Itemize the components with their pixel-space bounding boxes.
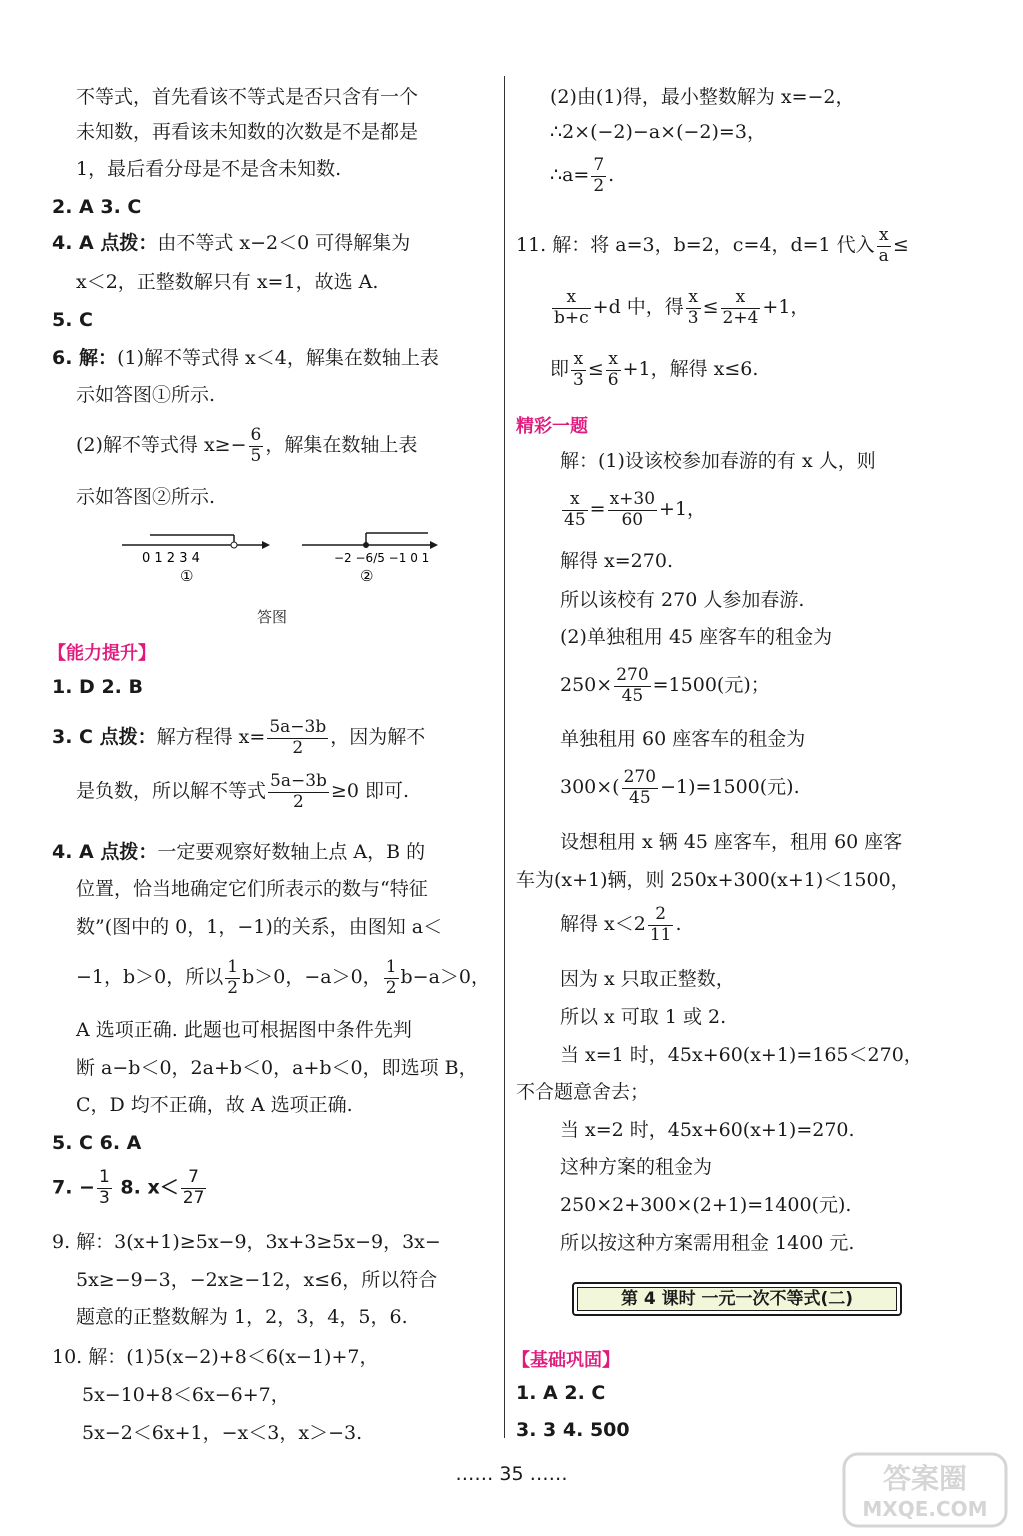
text: ，因为解不	[330, 726, 426, 749]
text-line: 设想租用 x 辆 45 座客车，租用 60 座客	[560, 831, 903, 853]
text-line: 这种方案的租金为	[560, 1156, 713, 1178]
numerator: 1	[227, 957, 239, 977]
text: 解方程得 x=	[156, 726, 266, 749]
figure-label: ②	[360, 567, 374, 585]
svg-text:MXQE.COM: MXQE.COM	[862, 1497, 988, 1521]
text: ≤	[702, 296, 719, 319]
text: 是负数，所以解不等式	[76, 780, 267, 803]
text-line: 示如答图②所示.	[76, 486, 216, 508]
fraction	[384, 958, 399, 998]
text: =	[589, 498, 606, 521]
denominator: 2	[227, 977, 239, 998]
fraction	[181, 1168, 207, 1208]
text-line: 250×2+300×(2+1)=1400(元).	[560, 1194, 852, 1216]
denominator: 3	[687, 307, 699, 328]
fraction	[225, 958, 240, 998]
text-line: ∴2×(−2)−a×(−2)=3，	[550, 121, 766, 143]
text-line: 所以 x 可取 1 或 2.	[560, 1006, 727, 1028]
numerator: 270	[616, 665, 649, 685]
text-line	[550, 156, 614, 196]
text-line: 5x−2＜6x+1，−x＜3，x＞−3.	[82, 1422, 363, 1444]
numerator: 1	[385, 957, 397, 977]
denominator: 2	[292, 737, 304, 758]
fraction	[591, 156, 606, 196]
text-line: 解得 x=270.	[560, 550, 673, 572]
text-line: 未知数，再看该未知数的次数是不是都是	[76, 121, 419, 143]
text: b−a＞0，	[400, 966, 491, 989]
answer-line: 5. C	[52, 309, 93, 331]
text: 即	[550, 358, 570, 381]
text-line: 1，最后看分母是不是含未知数.	[76, 158, 342, 180]
number-line-figures	[122, 518, 442, 588]
text-line: 当 x=1 时，45x+60(x+1)=165＜270，	[560, 1044, 923, 1066]
fraction	[97, 1168, 112, 1208]
text: −1，b＞0，所以	[76, 966, 224, 989]
text-line: 题意的正整数解为 1，2，3，4，5，6.	[76, 1306, 408, 1328]
denominator: 45	[564, 509, 586, 530]
denominator: a	[878, 245, 889, 266]
numerator: 5a−3b	[270, 771, 327, 791]
fraction	[571, 350, 586, 390]
page-number: …… 35 ……	[455, 1463, 568, 1485]
text-line: 示如答图①所示.	[76, 384, 216, 406]
text-line: 所以该校有 270 人参加春游.	[560, 589, 805, 611]
text-line	[76, 772, 409, 812]
fraction	[267, 718, 328, 758]
text-line: 不合题意舍去；	[516, 1081, 650, 1103]
text: +1，	[762, 296, 810, 319]
text: b＞0，−a＞0，	[242, 966, 382, 989]
numerator: 2	[648, 905, 674, 926]
text: ≤	[587, 358, 604, 381]
text: 7. −	[52, 1176, 95, 1199]
text-line: (2)单独租用 45 座客车的租金为	[560, 626, 833, 648]
answer-line: 5. C 6. A	[52, 1132, 142, 1154]
fraction	[249, 426, 264, 466]
text: ≤	[892, 234, 909, 257]
fraction	[614, 666, 650, 706]
numerator: 5a−3b	[269, 717, 327, 737]
numerator: x	[552, 288, 591, 309]
denominator: 5	[250, 445, 262, 466]
numerator: x	[571, 350, 586, 371]
text-line: 数”(图中的 0，1，−1)的关系，由图知 a＜	[76, 916, 443, 938]
lesson-title: 第 4 课时 一元一次不等式(二)	[577, 1287, 897, 1311]
numerator: x	[721, 288, 761, 309]
text-line: 5x≥−9−3，−2x≥−12，x≤6，所以符合	[76, 1269, 438, 1291]
text: +1，解得 x≤6.	[622, 358, 759, 381]
text: .	[675, 913, 682, 936]
answer-key: 4. A 点拨：	[52, 841, 158, 863]
answer-line	[52, 718, 425, 758]
text-line	[550, 350, 758, 390]
answer-line	[516, 226, 909, 266]
answer-line: 1. A 2. C	[516, 1382, 606, 1404]
text-line: 不等式，首先看该不等式是否只含有一个	[76, 86, 419, 108]
numerator: 1	[98, 1167, 110, 1187]
section-heading-excellent: 精彩一题	[516, 416, 588, 437]
answer-text: (1)解不等式得 x＜4，解集在数轴上表	[117, 347, 439, 369]
denominator: 45	[629, 787, 651, 808]
denominator: 60	[621, 509, 644, 530]
text-line	[560, 490, 706, 530]
denominator: 11	[649, 924, 672, 945]
tick-labels: 0 1 2 3 4	[142, 551, 200, 566]
text-line: (2)由(1)得，最小整数解为 x=−2，	[550, 86, 855, 108]
fraction	[648, 905, 674, 945]
text-line	[76, 426, 417, 466]
text-line: A 选项正确. 此题也可根据图中条件先判	[76, 1019, 412, 1041]
denominator: 3	[573, 369, 584, 390]
text-line	[560, 666, 770, 706]
answer-line	[52, 843, 425, 862]
answer-key: 6. 解：	[52, 347, 118, 369]
fraction	[268, 772, 329, 812]
figure-caption: 答图	[257, 608, 288, 626]
text-line: 车为(x+1)辆，则 250x+300(x+1)＜1500，	[516, 869, 910, 891]
text: 11. 解：将 a=3，b=2，c=4，d=1 代入	[516, 234, 875, 257]
denominator: 45	[621, 685, 644, 706]
text: 300×(	[560, 776, 620, 799]
svg-text:答案圈: 答案圈	[882, 1462, 968, 1495]
answer-line: 10. 解：(1)5(x−2)+8＜6(x−1)+7，	[52, 1346, 379, 1368]
answer-line	[52, 349, 439, 368]
section-heading-ability: 【能力提升】	[48, 643, 156, 664]
fraction	[622, 768, 658, 808]
answer-line: 2. A 3. C	[52, 196, 142, 218]
fraction	[721, 288, 761, 328]
text-line: 当 x=2 时，45x+60(x+1)=270.	[560, 1119, 855, 1141]
fraction	[552, 288, 591, 328]
text-line: x＜2，正整数解只有 x=1，故选 A.	[76, 271, 379, 293]
tick-labels: −2 −6/5 −1 0 1	[334, 551, 430, 565]
text: =1500(元)；	[652, 674, 770, 697]
text-line	[560, 905, 682, 945]
numerator: x	[877, 226, 891, 247]
denominator: b+c	[554, 307, 589, 328]
denominator: 2	[593, 175, 605, 196]
text: 250×	[560, 674, 613, 697]
numerator: 7	[181, 1168, 207, 1189]
text-line: 单独租用 60 座客车的租金为	[560, 728, 806, 750]
text-line: 断 a−b＜0，2a+b＜0，a+b＜0，即选项 B，	[76, 1057, 478, 1079]
text-line	[76, 958, 490, 998]
text: 解得 x＜2	[560, 913, 646, 936]
fraction	[877, 226, 891, 266]
number-line-2	[302, 533, 438, 585]
section-heading-basic: 【基础巩固】	[512, 1350, 620, 1371]
fraction	[608, 490, 657, 530]
numerator: 270	[623, 767, 657, 787]
denominator: 2	[385, 977, 397, 998]
denominator: 6	[607, 369, 619, 390]
text: ∴a=	[550, 164, 590, 187]
numerator: 7	[593, 155, 605, 175]
answer-line: 1. D 2. B	[52, 676, 143, 698]
text-line: 所以按这种方案需用租金 1400 元.	[560, 1232, 855, 1254]
text: +d 中，得	[592, 296, 684, 319]
text-line: 位置，恰当地确定它们所表示的数与“特征	[76, 878, 428, 900]
denominator: 2	[293, 791, 304, 812]
denominator: 27	[182, 1187, 205, 1208]
text: 一定要观察好数轴上点 A，B 的	[157, 841, 426, 863]
column-divider	[504, 76, 505, 1438]
answer-key: 3. C 点拨：	[52, 726, 157, 749]
text-line: 因为 x 只取正整数，	[560, 968, 735, 990]
text-line	[560, 768, 800, 808]
text: .	[608, 164, 615, 187]
answer-line: 3. 3 4. 500	[516, 1419, 630, 1441]
fraction	[606, 350, 621, 390]
numerator: x	[562, 490, 588, 511]
fraction	[686, 288, 701, 328]
text-line: 解：(1)设该校参加春游的有 x 人，则	[560, 450, 876, 472]
answer-line	[52, 234, 410, 253]
denominator: 2+4	[722, 307, 759, 328]
text-line: 5x−10+8＜6x−6+7，	[82, 1384, 290, 1406]
numerator: x	[606, 350, 621, 371]
lesson-title-box	[572, 1282, 902, 1316]
text: ≥0 即可.	[330, 780, 410, 803]
text-line	[550, 288, 809, 328]
text: 8. x＜	[113, 1176, 179, 1199]
fraction	[562, 490, 588, 530]
text: (2)解不等式得 x≥−	[76, 434, 247, 457]
text-line: C，D 均不正确，故 A 选项正确.	[76, 1094, 353, 1116]
text: ，解集在数轴上表	[265, 434, 418, 457]
answer-line	[52, 1168, 208, 1208]
watermark-logo	[840, 1450, 1010, 1530]
answer-key: 4. A 点拨：	[52, 232, 158, 254]
numerator: 6	[250, 425, 262, 445]
number-line-1	[122, 535, 270, 585]
numerator: x	[686, 288, 701, 309]
denominator: 3	[98, 1187, 110, 1208]
answer-text: 由不等式 x−2＜0 可得解集为	[157, 232, 411, 254]
text: +1，	[659, 498, 707, 521]
figure-label: ①	[180, 567, 194, 585]
answer-line: 9. 解：3(x+1)≥5x−9，3x+3≥5x−9，3x−	[52, 1231, 441, 1253]
text: −1)=1500(元).	[660, 776, 800, 799]
numerator: x+30	[609, 489, 656, 509]
